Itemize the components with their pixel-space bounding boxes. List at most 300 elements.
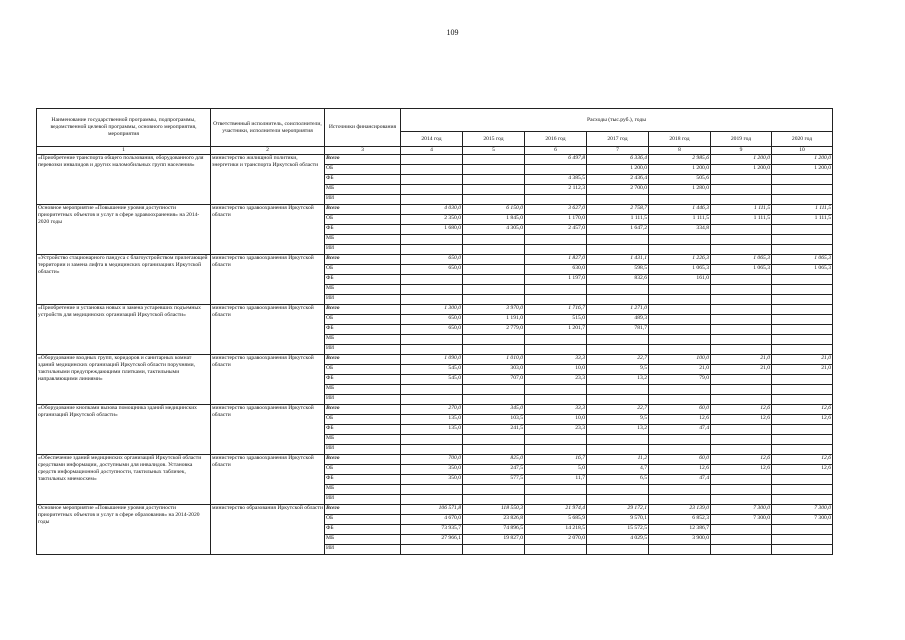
expense-value xyxy=(711,475,772,485)
expense-value xyxy=(401,295,463,305)
table-row xyxy=(37,355,833,365)
expense-value xyxy=(401,165,463,175)
expense-value xyxy=(649,325,711,335)
funding-source: ИИ xyxy=(325,345,401,355)
expense-value xyxy=(711,245,772,255)
expense-value xyxy=(401,245,463,255)
expense-value xyxy=(463,235,525,245)
expense-value xyxy=(463,335,525,345)
expense-value xyxy=(711,235,772,245)
expense-value xyxy=(587,395,649,405)
header-executor: Ответственный исполнитель, соисполнители, участники, исполнители мероприятия xyxy=(211,109,325,147)
expense-value xyxy=(772,495,833,505)
expense-value: 1 111,5 xyxy=(587,215,649,225)
expense-value: 135,0 xyxy=(401,415,463,425)
measure-title: «Оборудование кнопками вызова помощника зданий медицинских организаций Иркутской области» xyxy=(37,405,211,455)
expense-value: 1 197,0 xyxy=(525,275,587,285)
expense-value xyxy=(587,435,649,445)
expense-value xyxy=(772,185,833,195)
expense-value xyxy=(711,395,772,405)
expense-value xyxy=(525,295,587,305)
expense-value: 1 200,0 xyxy=(587,165,649,175)
expense-value: 2 700,0 xyxy=(587,185,649,195)
expense-value: 700,0 xyxy=(401,455,463,465)
measure-title: Основное мероприятие «Повышение уровня доступности приоритетных объектов и услуг в сфере образования» на 2014-2020 годы xyxy=(37,505,211,555)
expense-value xyxy=(587,345,649,355)
expense-value xyxy=(463,345,525,355)
funding-source: МБ xyxy=(325,335,401,345)
expense-value xyxy=(772,325,833,335)
expense-value: 1 647,2 xyxy=(587,225,649,235)
expense-value xyxy=(711,315,772,325)
expense-value: 489,3 xyxy=(587,315,649,325)
expense-value: 1 065,3 xyxy=(649,265,711,275)
expense-value: 6 852,3 xyxy=(649,515,711,525)
expense-value xyxy=(772,535,833,545)
expense-value xyxy=(587,545,649,555)
expense-value: 29 172,1 xyxy=(587,505,649,515)
expense-value: 7 300,0 xyxy=(772,515,833,525)
column-number: 4 xyxy=(401,147,463,155)
expense-value: 334,8 xyxy=(649,225,711,235)
expense-value: 6 497,8 xyxy=(525,155,587,165)
table-body xyxy=(37,155,833,555)
expense-value xyxy=(711,385,772,395)
funding-source: Всего xyxy=(325,405,401,415)
funding-source: ФБ xyxy=(325,275,401,285)
expense-value xyxy=(463,255,525,265)
funding-source: ОБ xyxy=(325,415,401,425)
expense-value: 6 150,0 xyxy=(463,205,525,215)
expense-value xyxy=(525,345,587,355)
header-year: 2017 год xyxy=(587,132,649,147)
expense-value: 11,2 xyxy=(587,455,649,465)
expense-value: 1 111,5 xyxy=(649,215,711,225)
expense-value xyxy=(772,485,833,495)
expense-value: 4 030,0 xyxy=(401,205,463,215)
expense-value: 1 446,3 xyxy=(649,205,711,215)
expense-value: 3 627,0 xyxy=(525,205,587,215)
expense-value xyxy=(525,285,587,295)
expense-value xyxy=(772,425,833,435)
expense-value: 4,7 xyxy=(587,465,649,475)
expense-value: 161,0 xyxy=(649,275,711,285)
expense-value: 1 065,3 xyxy=(772,265,833,275)
expense-value xyxy=(401,485,463,495)
measure-executor: министерство жилищной политики, энергетики и транспорта Иркутской области xyxy=(211,155,325,205)
expense-value: 12,6 xyxy=(772,455,833,465)
column-number: 1 xyxy=(37,147,211,155)
funding-source: ОБ xyxy=(325,465,401,475)
expense-value xyxy=(711,425,772,435)
funding-source: ИИ xyxy=(325,245,401,255)
expense-value: 13,2 xyxy=(587,425,649,435)
funding-source: Всего xyxy=(325,355,401,365)
column-number: 2 xyxy=(211,147,325,155)
expense-value xyxy=(772,375,833,385)
expense-value: 1 200,0 xyxy=(772,165,833,175)
expense-value: 6,5 xyxy=(587,475,649,485)
expense-value xyxy=(463,295,525,305)
expense-value: 303,0 xyxy=(463,365,525,375)
expense-value xyxy=(711,445,772,455)
funding-source: ФБ xyxy=(325,175,401,185)
column-number: 9 xyxy=(711,147,772,155)
expense-value: 1 200,0 xyxy=(711,165,772,175)
expense-value: 1 716,7 xyxy=(525,305,587,315)
expense-value xyxy=(649,345,711,355)
expense-value: 21,0 xyxy=(711,355,772,365)
expense-value: 21,0 xyxy=(772,355,833,365)
expense-value xyxy=(525,335,587,345)
expense-value xyxy=(401,545,463,555)
header-year: 2015 год xyxy=(463,132,525,147)
expense-value: 1 200,0 xyxy=(711,155,772,165)
funding-source: ИИ xyxy=(325,295,401,305)
column-number: 8 xyxy=(649,147,711,155)
expense-value: 23 826,8 xyxy=(463,515,525,525)
funding-source: ФБ xyxy=(325,525,401,535)
expense-value: 650,0 xyxy=(401,255,463,265)
expense-value xyxy=(711,195,772,205)
funding-source: ФБ xyxy=(325,375,401,385)
funding-source: Всего xyxy=(325,305,401,315)
expense-value xyxy=(525,435,587,445)
expense-value xyxy=(525,165,587,175)
expense-value xyxy=(772,545,833,555)
expense-value: 2 436,4 xyxy=(587,175,649,185)
header-sources: Источники финансирования xyxy=(325,109,401,147)
expense-value: 5,0 xyxy=(525,465,587,475)
expense-value: 13,2 xyxy=(587,375,649,385)
expense-value xyxy=(401,275,463,285)
expense-value: 12,6 xyxy=(772,405,833,415)
expense-value xyxy=(772,275,833,285)
expense-value: 118 550,3 xyxy=(463,505,525,515)
expense-value xyxy=(587,235,649,245)
expense-value xyxy=(525,245,587,255)
expense-value xyxy=(525,385,587,395)
expense-value: 60,0 xyxy=(649,405,711,415)
funding-source: МБ xyxy=(325,535,401,545)
expense-value xyxy=(649,235,711,245)
expense-value: 47,4 xyxy=(649,425,711,435)
expense-value: 1 010,0 xyxy=(463,355,525,365)
expense-value: 74 896,5 xyxy=(463,525,525,535)
expense-value: 4 029,5 xyxy=(587,535,649,545)
expense-value xyxy=(401,185,463,195)
expense-value xyxy=(711,375,772,385)
expense-value: 10,0 xyxy=(525,415,587,425)
funding-source: ФБ xyxy=(325,325,401,335)
expense-value xyxy=(649,305,711,315)
expense-value xyxy=(649,285,711,295)
expense-value xyxy=(649,485,711,495)
expense-value: 27 966,1 xyxy=(401,535,463,545)
expense-value: 12,6 xyxy=(711,455,772,465)
expense-value: 9,5 xyxy=(587,365,649,375)
expense-value xyxy=(401,335,463,345)
expense-value: 577,5 xyxy=(463,475,525,485)
expense-value xyxy=(587,445,649,455)
expense-value: 2 350,0 xyxy=(401,215,463,225)
expense-value: 23,3 xyxy=(525,425,587,435)
expense-value: 33,3 xyxy=(525,355,587,365)
expense-value: 21,0 xyxy=(772,365,833,375)
expense-value: 515,0 xyxy=(525,315,587,325)
measure-title: «Обеспечение зданий медицинских организаций Иркутской области средствами информации, доступными для инвалидов. Установка средств информационной доступности, тактильных табличек, тактильных мнемосхем» xyxy=(37,455,211,505)
expense-value: 22,7 xyxy=(587,405,649,415)
expense-value xyxy=(772,245,833,255)
funding-source: ИИ xyxy=(325,445,401,455)
expense-value: 247,5 xyxy=(463,465,525,475)
expense-value: 12,6 xyxy=(649,415,711,425)
header-year: 2019 год xyxy=(711,132,772,147)
expense-value xyxy=(401,175,463,185)
expense-value: 4 385,5 xyxy=(525,175,587,185)
expense-value xyxy=(525,445,587,455)
expense-value xyxy=(525,235,587,245)
expense-value: 2 112,3 xyxy=(525,185,587,195)
expense-value xyxy=(711,185,772,195)
measure-title: «Приобретение и установка новых и замена устаревших подъемных устройств для медицинских организаций Иркутской области» xyxy=(37,305,211,355)
expense-value: 12,6 xyxy=(649,465,711,475)
expense-value: 1 431,1 xyxy=(587,255,649,265)
expense-value: 22,7 xyxy=(587,355,649,365)
expense-value: 1 111,5 xyxy=(711,215,772,225)
expense-value xyxy=(401,235,463,245)
expense-value: 1 280,0 xyxy=(649,185,711,195)
funding-source: ИИ xyxy=(325,395,401,405)
funding-source: ОБ xyxy=(325,315,401,325)
expense-value xyxy=(401,445,463,455)
expense-value xyxy=(401,435,463,445)
expense-value xyxy=(772,475,833,485)
expense-value: 16,7 xyxy=(525,455,587,465)
expense-value: 21,0 xyxy=(711,365,772,375)
expense-value xyxy=(587,385,649,395)
expense-value xyxy=(401,155,463,165)
expense-value: 7 300,0 xyxy=(711,515,772,525)
expense-value xyxy=(711,435,772,445)
expense-value: 11,7 xyxy=(525,475,587,485)
funding-source: МБ xyxy=(325,285,401,295)
measure-executor: министерство здравоохранения Иркутской области xyxy=(211,355,325,405)
header-year: 2018 год xyxy=(649,132,711,147)
expense-value xyxy=(711,345,772,355)
expense-value: 350,0 xyxy=(401,465,463,475)
column-number: 6 xyxy=(525,147,587,155)
expense-value xyxy=(587,245,649,255)
expense-value: 1 200,0 xyxy=(649,165,711,175)
expense-value xyxy=(463,175,525,185)
expense-value: 60,0 xyxy=(649,455,711,465)
expense-value xyxy=(463,285,525,295)
expense-value xyxy=(587,495,649,505)
funding-source: ФБ xyxy=(325,425,401,435)
expense-value xyxy=(649,195,711,205)
expense-value xyxy=(772,315,833,325)
funding-source: ОБ xyxy=(325,265,401,275)
expense-value xyxy=(711,175,772,185)
column-number: 10 xyxy=(772,147,833,155)
expense-value: 135,0 xyxy=(401,425,463,435)
expense-value xyxy=(525,395,587,405)
expense-value xyxy=(401,495,463,505)
expense-value xyxy=(711,545,772,555)
expense-value: 270,0 xyxy=(401,405,463,415)
expense-value: 1 191,0 xyxy=(463,315,525,325)
expense-value xyxy=(772,445,833,455)
expense-value xyxy=(711,275,772,285)
expense-value: 707,0 xyxy=(463,375,525,385)
expenses-table xyxy=(36,108,833,555)
expense-value: 79,0 xyxy=(649,375,711,385)
funding-source: ИИ xyxy=(325,195,401,205)
expense-value xyxy=(525,545,587,555)
expense-value xyxy=(463,395,525,405)
measure-title: «Устройство стационарного пандуса с благоустройством прилегающей территории и замена лифта в медицинских организациях Иркутской области» xyxy=(37,255,211,305)
expense-value: 2 985,6 xyxy=(649,155,711,165)
expense-value: 2 758,7 xyxy=(587,205,649,215)
expense-value: 12,6 xyxy=(711,465,772,475)
expense-value: 23,3 xyxy=(525,375,587,385)
expense-value xyxy=(463,185,525,195)
expense-value xyxy=(525,495,587,505)
expense-value xyxy=(587,285,649,295)
funding-source: МБ xyxy=(325,485,401,495)
measure-executor: министерство здравоохранения Иркутской области xyxy=(211,455,325,505)
expense-value: 345,0 xyxy=(463,405,525,415)
expense-value: 825,0 xyxy=(463,455,525,465)
header-expenses: Расходы (тыс.руб.), годы xyxy=(401,109,833,132)
expense-value: 1 845,0 xyxy=(463,215,525,225)
expense-value xyxy=(772,305,833,315)
expense-value xyxy=(525,195,587,205)
expense-value xyxy=(772,225,833,235)
measure-executor: министерство здравоохранения Иркутской области xyxy=(211,205,325,255)
expense-value: 10,0 xyxy=(525,365,587,375)
expense-value: 100,0 xyxy=(649,355,711,365)
expense-value: 2 457,0 xyxy=(525,225,587,235)
expense-value xyxy=(463,245,525,255)
measure-executor: министерство здравоохранения Иркутской области xyxy=(211,255,325,305)
expense-value xyxy=(463,385,525,395)
expense-value: 5 685,9 xyxy=(525,515,587,525)
expense-value xyxy=(772,175,833,185)
funding-source: Всего xyxy=(325,255,401,265)
expense-value xyxy=(463,275,525,285)
expense-value: 23 139,0 xyxy=(649,505,711,515)
measure-executor: министерство образования Иркутской области xyxy=(211,505,325,555)
expense-value: 12,6 xyxy=(711,405,772,415)
expense-value xyxy=(711,335,772,345)
funding-source: МБ xyxy=(325,235,401,245)
expense-value: 106 571,8 xyxy=(401,505,463,515)
expense-value xyxy=(711,535,772,545)
funding-source: Всего xyxy=(325,155,401,165)
table-row xyxy=(37,205,833,215)
expense-value xyxy=(649,445,711,455)
expense-value: 12 386,7 xyxy=(649,525,711,535)
page-number: 109 xyxy=(446,28,459,37)
expense-value: 1 065,3 xyxy=(772,255,833,265)
expense-value xyxy=(401,195,463,205)
expense-value xyxy=(463,155,525,165)
funding-source: Всего xyxy=(325,205,401,215)
expense-value: 1 200,0 xyxy=(772,155,833,165)
header-year: 2020 год xyxy=(772,132,833,147)
table-row xyxy=(37,155,833,165)
expense-value xyxy=(772,385,833,395)
expense-value xyxy=(463,265,525,275)
expense-value: 7 300,0 xyxy=(711,505,772,515)
expense-value xyxy=(711,325,772,335)
expense-value: 103,5 xyxy=(463,415,525,425)
funding-source: МБ xyxy=(325,185,401,195)
expense-value: 545,0 xyxy=(401,365,463,375)
expense-value xyxy=(772,335,833,345)
expense-value xyxy=(463,485,525,495)
funding-source: ОБ xyxy=(325,365,401,375)
expense-value xyxy=(463,435,525,445)
expense-value xyxy=(463,495,525,505)
expense-value xyxy=(772,235,833,245)
expense-value: 47,4 xyxy=(649,475,711,485)
expense-value: 350,0 xyxy=(401,475,463,485)
expense-value: 15 572,5 xyxy=(587,525,649,535)
expense-value: 650,0 xyxy=(401,315,463,325)
expense-value xyxy=(772,435,833,445)
funding-source: ОБ xyxy=(325,165,401,175)
expense-value xyxy=(772,525,833,535)
expense-value xyxy=(463,445,525,455)
expense-value: 12,6 xyxy=(711,415,772,425)
expense-value: 505,6 xyxy=(649,175,711,185)
table-row xyxy=(37,255,833,265)
funding-source: ИИ xyxy=(325,495,401,505)
expense-value: 1 065,3 xyxy=(711,265,772,275)
expense-value: 6 336,4 xyxy=(587,155,649,165)
expense-value xyxy=(711,225,772,235)
expense-value xyxy=(649,385,711,395)
expense-value xyxy=(649,395,711,405)
expense-value xyxy=(772,395,833,405)
expense-value xyxy=(649,315,711,325)
funding-source: ОБ xyxy=(325,515,401,525)
expense-value xyxy=(711,295,772,305)
expense-value: 3 900,0 xyxy=(649,535,711,545)
expense-value xyxy=(772,195,833,205)
expense-value xyxy=(772,285,833,295)
expense-value xyxy=(772,295,833,305)
expense-value: 1 111,5 xyxy=(772,215,833,225)
expense-value xyxy=(711,495,772,505)
expense-value: 650,0 xyxy=(401,325,463,335)
funding-source: МБ xyxy=(325,435,401,445)
funding-source: Всего xyxy=(325,505,401,515)
expense-value xyxy=(587,195,649,205)
expense-value: 33,3 xyxy=(525,405,587,415)
funding-source: ОБ xyxy=(325,215,401,225)
expense-value: 1 271,0 xyxy=(587,305,649,315)
expense-value: 241,5 xyxy=(463,425,525,435)
expense-value: 1 090,0 xyxy=(401,355,463,365)
expense-value xyxy=(401,385,463,395)
table-row xyxy=(37,405,833,415)
expense-value: 1 827,0 xyxy=(525,255,587,265)
measure-title: Основное мероприятие «Повышение уровня доступности приоритетных объектов и услуг в сфере здравоохранения» на 2014-2020 годы xyxy=(37,205,211,255)
